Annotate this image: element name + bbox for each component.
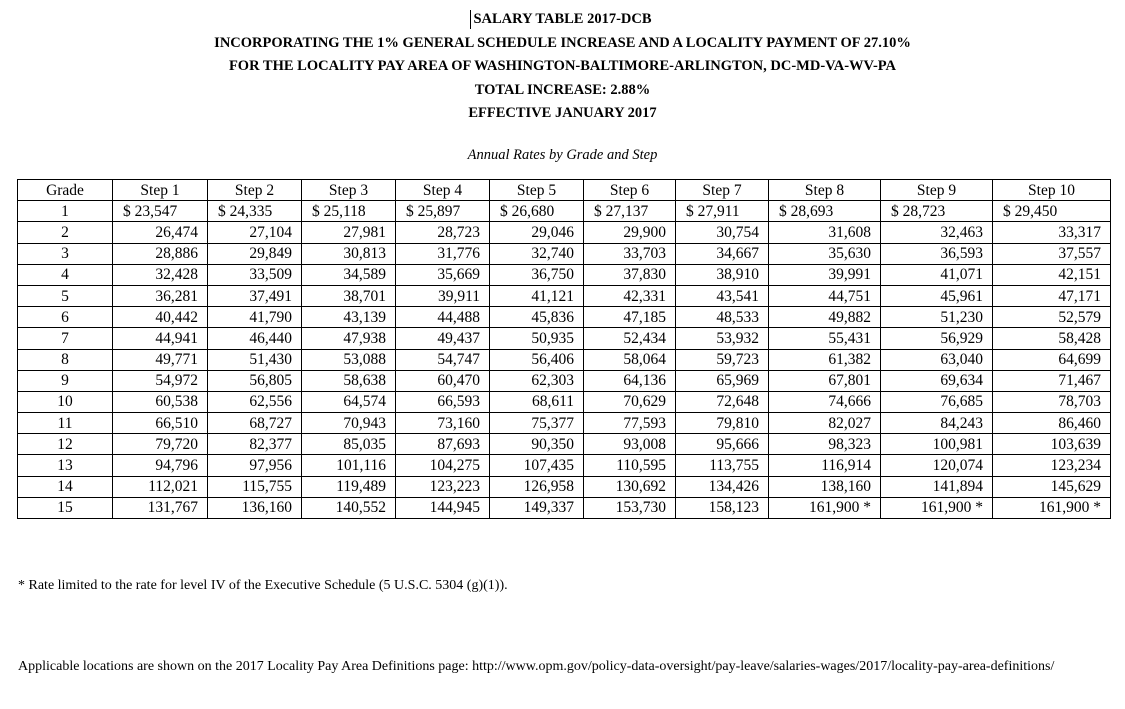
salary-cell: 70,943 — [302, 413, 396, 434]
column-header-step-9: Step 9 — [881, 180, 993, 201]
salary-cell: 136,160 — [208, 497, 302, 518]
salary-cell: 43,541 — [676, 285, 769, 306]
salary-cell: 61,382 — [769, 349, 881, 370]
salary-cell: 54,972 — [113, 370, 208, 391]
column-header-step-2: Step 2 — [208, 180, 302, 201]
column-header-step-8: Step 8 — [769, 180, 881, 201]
salary-cell: $ 26,680 — [490, 201, 584, 222]
salary-cell: $ 29,450 — [993, 201, 1111, 222]
document-header — [0, 8, 1125, 126]
salary-cell: 41,121 — [490, 285, 584, 306]
salary-cell: 46,440 — [208, 328, 302, 349]
header-increase-line: INCORPORATING THE 1% GENERAL SCHEDULE INCREASE AND A LOCALITY PAYMENT OF 27.10% — [214, 34, 911, 51]
table-row — [18, 434, 1111, 455]
salary-cell: 44,488 — [396, 307, 490, 328]
table-row — [18, 370, 1111, 391]
salary-cell: 58,064 — [584, 349, 676, 370]
column-header-step-3: Step 3 — [302, 180, 396, 201]
salary-cell: 62,303 — [490, 370, 584, 391]
header-effective-date: EFFECTIVE JANUARY 2017 — [468, 105, 657, 121]
salary-cell: 42,151 — [993, 264, 1111, 285]
salary-cell: 95,666 — [676, 434, 769, 455]
salary-cell: 70,629 — [584, 391, 676, 412]
table-row — [18, 455, 1111, 476]
salary-cell: $ 23,547 — [113, 201, 208, 222]
salary-cell: 36,593 — [881, 243, 993, 264]
salary-cell: 66,510 — [113, 413, 208, 434]
salary-cell: 86,460 — [993, 413, 1111, 434]
salary-cell: 60,470 — [396, 370, 490, 391]
grade-cell: 6 — [18, 307, 113, 328]
table-row — [18, 307, 1111, 328]
salary-cell: 130,692 — [584, 476, 676, 497]
salary-cell: 82,027 — [769, 413, 881, 434]
salary-cell: 33,703 — [584, 243, 676, 264]
text-cursor — [470, 10, 471, 29]
salary-cell: 30,813 — [302, 243, 396, 264]
salary-cell: 31,608 — [769, 222, 881, 243]
salary-cell: 40,442 — [113, 307, 208, 328]
column-header-step-10: Step 10 — [993, 180, 1111, 201]
table-subtitle: Annual Rates by Grade and Step — [467, 147, 658, 163]
salary-cell: 68,727 — [208, 413, 302, 434]
rate-limit-footnote: * Rate limited to the rate for level IV of the Executive Schedule (5 U.S.C. 5304 (g)(1)). — [18, 578, 508, 593]
salary-cell: 104,275 — [396, 455, 490, 476]
grade-cell: 1 — [18, 201, 113, 222]
table-row — [18, 243, 1111, 264]
grade-cell: 11 — [18, 413, 113, 434]
salary-cell: 145,629 — [993, 476, 1111, 497]
salary-cell: 76,685 — [881, 391, 993, 412]
salary-cell: 67,801 — [769, 370, 881, 391]
document-title[interactable] — [473, 8, 651, 32]
grade-cell: 5 — [18, 285, 113, 306]
salary-cell: 107,435 — [490, 455, 584, 476]
table-row — [18, 476, 1111, 497]
salary-cell: 97,956 — [208, 455, 302, 476]
salary-cell: 115,755 — [208, 476, 302, 497]
salary-cell: 35,630 — [769, 243, 881, 264]
table-row — [18, 349, 1111, 370]
salary-cell: 123,223 — [396, 476, 490, 497]
salary-cell: 60,538 — [113, 391, 208, 412]
salary-cell: 28,723 — [396, 222, 490, 243]
header-locality-line: FOR THE LOCALITY PAY AREA OF WASHINGTON-BALTIMORE-ARLINGTON, DC-MD-VA-WV-PA — [228, 58, 897, 74]
salary-cell: 85,035 — [302, 434, 396, 455]
salary-cell: 45,836 — [490, 307, 584, 328]
salary-cell: $ 25,118 — [302, 201, 396, 222]
salary-cell: 90,350 — [490, 434, 584, 455]
salary-cell: 39,991 — [769, 264, 881, 285]
salary-cell: 49,771 — [113, 349, 208, 370]
salary-cell: 68,611 — [490, 391, 584, 412]
salary-cell: 54,747 — [396, 349, 490, 370]
salary-cell: 39,911 — [396, 285, 490, 306]
grade-cell: 12 — [18, 434, 113, 455]
table-row — [18, 413, 1111, 434]
salary-cell: 74,666 — [769, 391, 881, 412]
salary-cell: 31,776 — [396, 243, 490, 264]
salary-cell: 138,160 — [769, 476, 881, 497]
salary-cell: 33,509 — [208, 264, 302, 285]
salary-cell: 149,337 — [490, 497, 584, 518]
table-header-row — [18, 180, 1111, 201]
salary-cell: 42,331 — [584, 285, 676, 306]
salary-cell: 153,730 — [584, 497, 676, 518]
salary-cell: 140,552 — [302, 497, 396, 518]
salary-cell: 63,040 — [881, 349, 993, 370]
salary-cell: 84,243 — [881, 413, 993, 434]
salary-cell: 29,849 — [208, 243, 302, 264]
salary-cell: 78,703 — [993, 391, 1111, 412]
grade-cell: 15 — [18, 497, 113, 518]
salary-cell: $ 27,137 — [584, 201, 676, 222]
salary-cell: 51,430 — [208, 349, 302, 370]
document-title-text: SALARY TABLE 2017-DCB — [473, 11, 652, 27]
salary-cell: $ 24,335 — [208, 201, 302, 222]
salary-cell: 75,377 — [490, 413, 584, 434]
salary-cell: 56,929 — [881, 328, 993, 349]
salary-cell: 131,767 — [113, 497, 208, 518]
salary-cell: 58,428 — [993, 328, 1111, 349]
locations-note: Applicable locations are shown on the 2017 Locality Pay Area Definitions page: http://www.opm.gov/policy-data-oversight/pay-leave/salaries-wages/2017/locality-pay-area-definitions/ — [18, 659, 1055, 674]
salary-cell: 29,046 — [490, 222, 584, 243]
salary-cell: 126,958 — [490, 476, 584, 497]
salary-cell: $ 28,723 — [881, 201, 993, 222]
column-header-step-4: Step 4 — [396, 180, 490, 201]
salary-cell: 77,593 — [584, 413, 676, 434]
salary-cell: 144,945 — [396, 497, 490, 518]
grade-cell: 2 — [18, 222, 113, 243]
salary-cell: 103,639 — [993, 434, 1111, 455]
grade-cell: 10 — [18, 391, 113, 412]
salary-cell: 66,593 — [396, 391, 490, 412]
salary-cell: 35,669 — [396, 264, 490, 285]
salary-cell: 79,720 — [113, 434, 208, 455]
salary-cell: 38,701 — [302, 285, 396, 306]
grade-cell: 4 — [18, 264, 113, 285]
grade-cell: 3 — [18, 243, 113, 264]
salary-cell: 161,900 * — [769, 497, 881, 518]
column-header-step-5: Step 5 — [490, 180, 584, 201]
salary-cell: 34,667 — [676, 243, 769, 264]
salary-cell: 41,790 — [208, 307, 302, 328]
salary-cell: 120,074 — [881, 455, 993, 476]
table-row — [18, 201, 1111, 222]
salary-cell: 79,810 — [676, 413, 769, 434]
salary-cell: 71,467 — [993, 370, 1111, 391]
salary-cell: 100,981 — [881, 434, 993, 455]
salary-cell: 58,638 — [302, 370, 396, 391]
salary-cell: 116,914 — [769, 455, 881, 476]
salary-cell: 37,830 — [584, 264, 676, 285]
column-header-step-7: Step 7 — [676, 180, 769, 201]
salary-cell: 113,755 — [676, 455, 769, 476]
salary-cell: 29,900 — [584, 222, 676, 243]
salary-cell: 65,969 — [676, 370, 769, 391]
salary-cell: 43,139 — [302, 307, 396, 328]
salary-cell: 32,463 — [881, 222, 993, 243]
salary-cell: 41,071 — [881, 264, 993, 285]
salary-cell: 93,008 — [584, 434, 676, 455]
salary-cell: 45,961 — [881, 285, 993, 306]
salary-cell: 47,185 — [584, 307, 676, 328]
salary-cell: 87,693 — [396, 434, 490, 455]
grade-cell: 9 — [18, 370, 113, 391]
salary-cell: 94,796 — [113, 455, 208, 476]
salary-cell: 158,123 — [676, 497, 769, 518]
salary-cell: 50,935 — [490, 328, 584, 349]
column-header-step-6: Step 6 — [584, 180, 676, 201]
salary-cell: 38,910 — [676, 264, 769, 285]
salary-cell: 98,323 — [769, 434, 881, 455]
salary-cell: 27,104 — [208, 222, 302, 243]
salary-cell: 28,886 — [113, 243, 208, 264]
salary-cell: 59,723 — [676, 349, 769, 370]
salary-cell: 33,317 — [993, 222, 1111, 243]
salary-table — [17, 179, 1111, 519]
salary-cell: 32,740 — [490, 243, 584, 264]
salary-cell: 62,556 — [208, 391, 302, 412]
salary-cell: 134,426 — [676, 476, 769, 497]
salary-cell: 56,406 — [490, 349, 584, 370]
salary-cell: 36,281 — [113, 285, 208, 306]
salary-cell: 37,557 — [993, 243, 1111, 264]
grade-cell: 14 — [18, 476, 113, 497]
column-header-grade: Grade — [18, 180, 113, 201]
salary-cell: 64,574 — [302, 391, 396, 412]
salary-cell: $ 25,897 — [396, 201, 490, 222]
table-row — [18, 264, 1111, 285]
salary-cell: 73,160 — [396, 413, 490, 434]
salary-cell: 52,434 — [584, 328, 676, 349]
salary-cell: 49,882 — [769, 307, 881, 328]
salary-cell: 37,491 — [208, 285, 302, 306]
salary-cell: 64,136 — [584, 370, 676, 391]
salary-cell: 44,941 — [113, 328, 208, 349]
table-row — [18, 391, 1111, 412]
salary-cell: 56,805 — [208, 370, 302, 391]
salary-cell: 101,116 — [302, 455, 396, 476]
salary-cell: 44,751 — [769, 285, 881, 306]
salary-cell: 82,377 — [208, 434, 302, 455]
header-total-increase: TOTAL INCREASE: 2.88% — [474, 81, 651, 98]
salary-cell: 32,428 — [113, 264, 208, 285]
table-row — [18, 497, 1111, 518]
salary-cell: 34,589 — [302, 264, 396, 285]
salary-cell: 112,021 — [113, 476, 208, 497]
salary-cell: 53,088 — [302, 349, 396, 370]
salary-cell: 161,900 * — [993, 497, 1111, 518]
salary-cell: 72,648 — [676, 391, 769, 412]
grade-cell: 8 — [18, 349, 113, 370]
salary-cell: 26,474 — [113, 222, 208, 243]
salary-cell: 161,900 * — [881, 497, 993, 518]
salary-cell: 119,489 — [302, 476, 396, 497]
salary-cell: 69,634 — [881, 370, 993, 391]
salary-cell: 30,754 — [676, 222, 769, 243]
salary-cell: 47,171 — [993, 285, 1111, 306]
salary-cell: $ 28,693 — [769, 201, 881, 222]
salary-cell: 49,437 — [396, 328, 490, 349]
grade-cell: 13 — [18, 455, 113, 476]
salary-cell: 110,595 — [584, 455, 676, 476]
salary-cell: 51,230 — [881, 307, 993, 328]
salary-cell: 47,938 — [302, 328, 396, 349]
salary-cell: 52,579 — [993, 307, 1111, 328]
table-row — [18, 285, 1111, 306]
salary-cell: 123,234 — [993, 455, 1111, 476]
grade-cell: 7 — [18, 328, 113, 349]
table-row — [18, 328, 1111, 349]
salary-cell: 27,981 — [302, 222, 396, 243]
salary-cell: $ 27,911 — [676, 201, 769, 222]
table-row — [18, 222, 1111, 243]
table-body — [18, 201, 1111, 519]
salary-cell: 64,699 — [993, 349, 1111, 370]
salary-cell: 48,533 — [676, 307, 769, 328]
salary-cell: 55,431 — [769, 328, 881, 349]
column-header-step-1: Step 1 — [113, 180, 208, 201]
salary-cell: 36,750 — [490, 264, 584, 285]
salary-cell: 141,894 — [881, 476, 993, 497]
salary-cell: 53,932 — [676, 328, 769, 349]
